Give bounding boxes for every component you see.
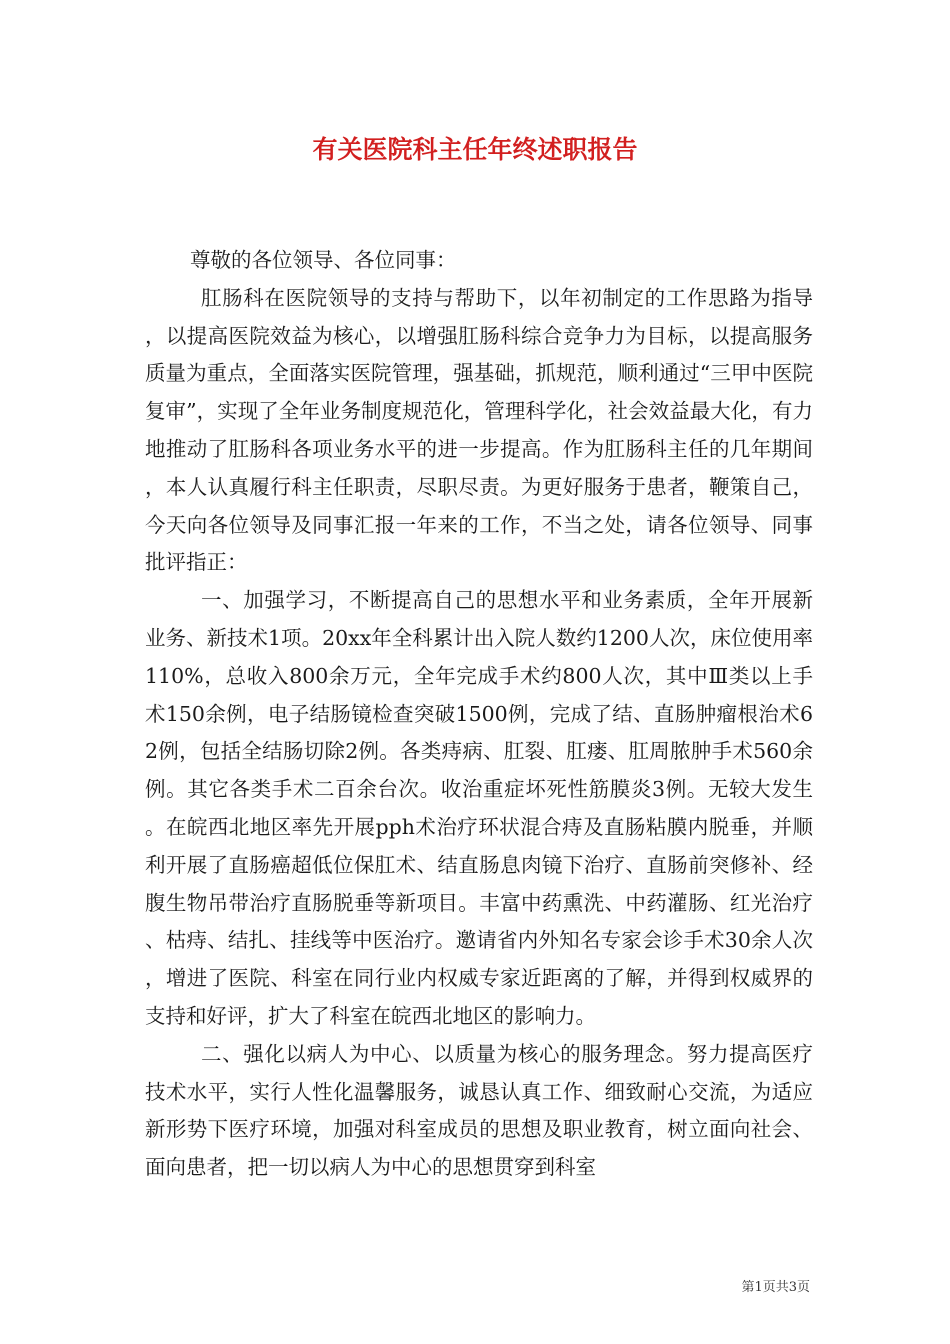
salutation: 尊敬的各位领导、各位同事： <box>190 248 457 272</box>
paragraph-section-2: 二、强化以病人为中心、以质量为核心的服务理念。努力提高医疗技术水平，实行人性化温馨服务，诚恳认真工作、细致耐心交流，为适应新形势下医疗环境，加强对科室成员的思想及职业教育，树立面向社会、面向患者，把一切以病人为中心的思想贯穿到科室 <box>145 1041 813 1180</box>
document-body <box>145 242 813 1187</box>
document-title: 有关医院科主任年终述职报告 <box>312 135 638 164</box>
page-indicator: 第1页共3页 <box>741 1280 810 1295</box>
paragraph-intro: 肛肠科在医院领导的支持与帮助下，以年初制定的工作思路为指导，以提高医院效益为核心，以增强肛肠科综合竞争力为目标，以提高服务质量为重点，全面落实医院管理，强基础，抓规范，顺利通过“三甲中医院复审”，实现了全年业务制度规范化，管理科学化，社会效益最大化，有力地推动了肛肠科各项业务水平的进一步提高。作为肛肠科主任的几年期间，本人认真履行科主任职责，尽职尽责。为更好服务于患者，鞭策自己，今天向各位领导及同事汇报一年来的工作，不当之处，请各位领导、同事批评指正： <box>145 285 813 575</box>
paragraph-section-1: 一、加强学习，不断提高自己的思想水平和业务素质，全年开展新业务、新技术1项。20xx年全科累计出入院人数约1200人次，床位使用率110%，总收入800余万元，全年完成手术约800人次，其中Ⅲ类以上手术150余例，电子结肠镜检查突破1500例，完成了结、直肠肿瘤根治术62例，包括全结肠切除2例。各类痔病、肛裂、肛瘘、肛周脓肿手术560余例。其它各类手术二百余台次。收治重症坏死性筋膜炎3例。无较大发生。在皖西北地区率先开展pph术治疗环状混合痔及直肠粘膜内脱垂，并顺利开展了直肠癌超低位保肛术、结直肠息肉镜下治疗、直肠前突修补、经腹生物吊带治疗直肠脱垂等新项目。丰富中药熏洗、中药灌肠、红光治疗、枯痔、结扎、挂线等中医治疗。邀请省内外知名专家会诊手术30余人次，增进了医院、科室在同行业内权威专家近距离的了解，并得到权威界的支持和好评，扩大了科室在皖西北地区的影响力。 <box>145 588 813 1028</box>
